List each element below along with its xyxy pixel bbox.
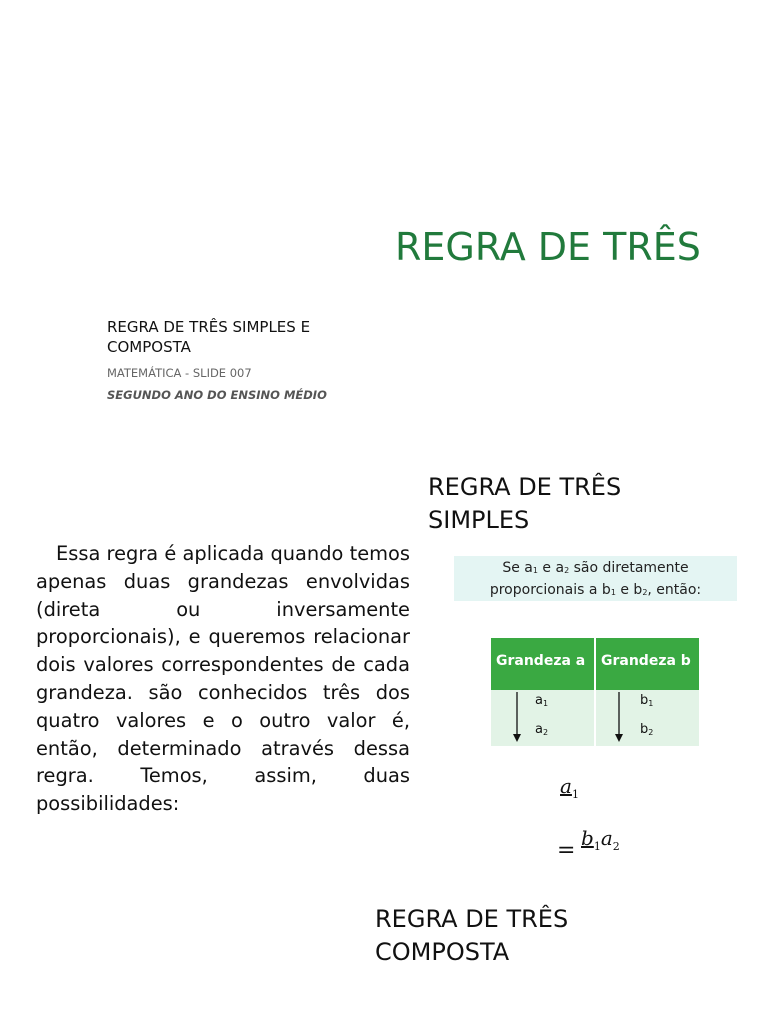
table-header-a: Grandeza a <box>491 638 594 690</box>
formula-b1-a2: $b_1a_2$ <box>581 826 620 853</box>
arrow-down-icon <box>511 692 523 744</box>
formula-a1: $a_1$ <box>560 774 579 801</box>
arrow-down-icon <box>613 692 625 744</box>
explanation-paragraph: Essa regra é aplicada quando temos apenas duas grandezas envolvidas (direta ou inversamente proporcionais), e queremos relacionar dois valores correspondentes de cada grandeza. são conhecidos três dos quatro valores e o outro valor é, então, determinado através dessa regra. Temos, assim, duas possibilidades: <box>36 542 410 816</box>
table-column-b <box>596 638 699 746</box>
section-title-simple: REGRA DE TRÊS SIMPLES <box>428 473 622 534</box>
table-cell-b1: $b_1$ <box>640 693 654 708</box>
slide-subtitle: REGRA DE TRÊS SIMPLES E COMPOSTA <box>107 318 311 356</box>
table-body-a <box>491 690 594 746</box>
info-box: Se $a_1$ e $a_2$ são diretamente proporcionais a $b_1$ e $b_2$, então: <box>454 556 737 601</box>
section-title-composta: REGRA DE TRÊS COMPOSTA <box>375 905 569 966</box>
table-cell-a2: $a_2$ <box>535 722 549 737</box>
table-cell-b2: $b_2$ <box>640 722 654 737</box>
slide-title: REGRA DE TRÊS <box>395 225 701 269</box>
proportion-table <box>491 638 699 746</box>
slide-grade: SEGUNDO ANO DO ENSINO MÉDIO <box>107 388 327 402</box>
table-cell-a1: $a_1$ <box>535 693 549 708</box>
formula-equals: = <box>557 838 576 863</box>
table-column-a <box>491 638 594 746</box>
table-header-b: Grandeza b <box>596 638 699 690</box>
table-body-b <box>596 690 699 746</box>
info-text: Se a <box>502 560 533 576</box>
slide-meta: MATEMÁTICA - SLIDE 007 <box>107 366 252 380</box>
